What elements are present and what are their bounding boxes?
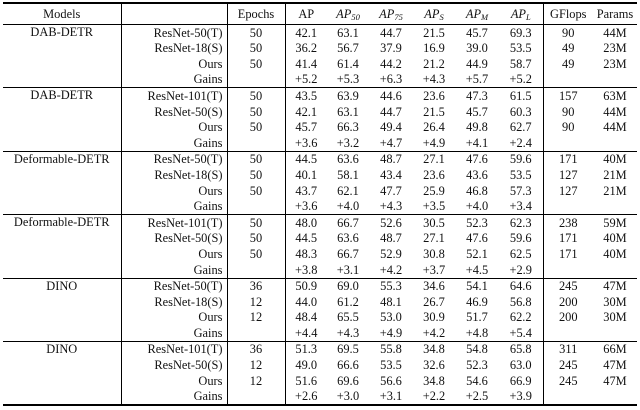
epochs-cell: 50 (227, 167, 285, 183)
epochs-cell: 50 (227, 104, 285, 120)
apl-cell: 53.5 (499, 167, 543, 183)
backbone-cell: ResNet-101(T) (121, 341, 227, 357)
gflops-cell: 127 (558, 167, 578, 182)
ap75-cell: 44.2 (380, 56, 402, 71)
params-cell: 66M (603, 342, 627, 357)
ap50-cell: 63.1 (337, 104, 359, 119)
backbone-cell: ResNet-101(T) (121, 88, 227, 104)
header-row (3, 3, 637, 25)
apl-cell: 69.3 (499, 25, 543, 41)
ap-cell: 49.0 (295, 358, 318, 373)
apl-cell: 59.6 (499, 151, 543, 167)
gflops-cell (543, 262, 593, 278)
ap-cell: 51.6 (295, 373, 318, 388)
ap50-cell: 61.4 (337, 56, 359, 71)
backbone-cell: Ours (121, 310, 227, 326)
ap50-cell: +5.3 (336, 72, 360, 87)
model-group (3, 25, 637, 88)
table-row (3, 215, 637, 231)
ap50-cell: +3.1 (336, 262, 360, 277)
ap50-cell: 65.5 (337, 310, 359, 325)
ap50-cell: 66.6 (337, 358, 359, 373)
ap75-cell: 48.1 (380, 294, 402, 309)
ap75-cell: +4.9 (379, 325, 403, 340)
params-cell: 63M (603, 88, 627, 103)
gflops-cell: 245 (558, 358, 578, 373)
ap75-cell: +4.7 (379, 135, 403, 150)
epochs-cell: 12 (227, 357, 285, 373)
ap-cell: 44.5 (295, 152, 318, 167)
gflops-cell: 127 (558, 183, 578, 198)
ap75-cell: 52.6 (380, 215, 402, 230)
results-table (3, 2, 637, 406)
aps-cell: 23.6 (423, 88, 445, 103)
aps-cell: 30.8 (423, 246, 445, 261)
table-row (3, 341, 637, 357)
ap50-cell: 62.1 (337, 183, 359, 198)
ap50-cell: 63.1 (337, 25, 359, 40)
gflops-cell (543, 389, 593, 406)
ap-cell: +2.6 (295, 389, 318, 404)
ap75-cell: +3.1 (379, 389, 403, 404)
params-cell: 21M (603, 167, 627, 182)
backbone-cell: Gains (121, 325, 227, 341)
ap-cell: 45.7 (295, 120, 318, 135)
aps-cell: 25.9 (423, 183, 445, 198)
params-cell: 47M (603, 279, 627, 294)
ap50-cell: +3.2 (336, 135, 360, 150)
backbone-cell: Gains (121, 262, 227, 278)
params-cell (593, 325, 637, 341)
apm-cell: +4.1 (465, 135, 489, 150)
epochs-cell (227, 262, 285, 278)
apl-cell: +5.4 (499, 325, 543, 341)
ap75-cell: +4.3 (379, 199, 403, 214)
apm-cell: +4.8 (465, 325, 489, 340)
table-row (3, 278, 637, 294)
apm-cell: +5.7 (465, 72, 489, 87)
params-cell: 44M (603, 25, 627, 40)
backbone-cell: ResNet-50(S) (121, 357, 227, 373)
backbone-cell: ResNet-50(T) (121, 278, 227, 294)
ap75-cell: 52.9 (380, 246, 402, 261)
backbone-cell: Gains (121, 135, 227, 151)
header-students (121, 3, 227, 25)
ap75-cell: 44.6 (380, 88, 402, 103)
backbone-cell: ResNet-50(S) (121, 231, 227, 247)
apl-cell: 63.0 (499, 357, 543, 373)
model-group (3, 88, 637, 151)
ap-cell: +3.8 (295, 262, 318, 277)
epochs-cell (227, 72, 285, 88)
model-name-cell: Deformable-DETR (3, 215, 121, 278)
gflops-cell: 238 (558, 215, 578, 230)
ap75-cell: 56.6 (380, 373, 402, 388)
model-group (3, 341, 637, 405)
aps-cell: 21.5 (423, 104, 445, 119)
epochs-cell: 50 (227, 231, 285, 247)
epochs-cell: 12 (227, 310, 285, 326)
model-group (3, 278, 637, 341)
ap-cell: 42.1 (295, 25, 318, 40)
ap-cell: 43.7 (295, 183, 318, 198)
ap50-cell: 69.6 (337, 373, 359, 388)
params-cell: 47M (603, 358, 627, 373)
ap50-cell: 69.5 (337, 342, 359, 357)
aps-cell: 27.1 (423, 152, 445, 167)
ap75-cell: +6.3 (379, 72, 403, 87)
header-ap75: $AP_{75}$ (369, 3, 413, 25)
header-epochs: Epochs (227, 3, 285, 25)
ap50-cell: 58.1 (337, 167, 359, 182)
epochs-cell: 50 (227, 151, 285, 167)
params-cell: 44M (603, 104, 627, 119)
ap75-cell: 55.3 (380, 279, 402, 294)
gflops-cell: 245 (558, 373, 578, 388)
backbone-cell: Gains (121, 199, 227, 215)
params-cell: 59M (603, 215, 627, 230)
apm-cell: 45.7 (466, 25, 488, 40)
apl-cell: +2.4 (499, 135, 543, 151)
ap50-cell: +3.0 (336, 389, 360, 404)
aps-cell: 34.8 (423, 373, 445, 388)
aps-cell: +2.2 (422, 389, 446, 404)
aps-cell: +4.2 (422, 325, 446, 340)
header-gflops: GFlops (543, 3, 593, 25)
apm-cell: 52.3 (466, 358, 488, 373)
ap75-cell: 44.7 (380, 104, 402, 119)
backbone-cell: ResNet-18(S) (121, 41, 227, 57)
gflops-cell: 200 (558, 310, 578, 325)
ap50-cell: 61.2 (337, 294, 359, 309)
epochs-cell: 50 (227, 246, 285, 262)
ap-cell: 48.4 (295, 310, 318, 325)
gflops-cell: 90 (562, 25, 575, 40)
ap75-cell: 43.4 (380, 167, 402, 182)
ap75-cell: 53.0 (380, 310, 402, 325)
aps-cell: +3.7 (422, 262, 446, 277)
gflops-cell (543, 72, 593, 88)
epochs-cell (227, 135, 285, 151)
aps-cell: 34.8 (423, 342, 445, 357)
params-cell: 23M (603, 56, 627, 71)
apm-cell: 51.7 (466, 310, 488, 325)
epochs-cell: 12 (227, 373, 285, 389)
aps-cell: 26.4 (423, 120, 445, 135)
ap-cell: 43.5 (295, 88, 318, 103)
ap50-cell: 69.0 (337, 279, 359, 294)
ap-cell: 40.1 (295, 167, 318, 182)
apm-cell: +2.5 (465, 389, 489, 404)
gflops-cell: 245 (558, 279, 578, 294)
table-row (3, 88, 637, 104)
apm-cell: 44.9 (466, 56, 488, 71)
table-row (3, 25, 637, 41)
gflops-cell: 90 (562, 104, 575, 119)
epochs-cell: 12 (227, 294, 285, 310)
params-cell (593, 262, 637, 278)
ap75-cell: 48.7 (380, 231, 402, 246)
params-cell (593, 389, 637, 406)
apl-cell: 58.7 (499, 56, 543, 72)
apm-cell: +4.0 (465, 199, 489, 214)
aps-cell: 30.9 (423, 310, 445, 325)
aps-cell: 16.9 (423, 41, 445, 56)
params-cell: 40M (603, 231, 627, 246)
apm-cell: 46.8 (466, 183, 488, 198)
header-apm: $AP_M$ (455, 3, 499, 25)
gflops-cell: 171 (558, 231, 578, 246)
apl-cell: 62.3 (499, 215, 543, 231)
apl-cell: 57.3 (499, 183, 543, 199)
ap75-cell: 49.4 (380, 120, 402, 135)
apl-cell: 60.3 (499, 104, 543, 120)
epochs-cell (227, 325, 285, 341)
header-apl: $AP_L$ (499, 3, 543, 25)
apl-cell: 61.5 (499, 88, 543, 104)
gflops-cell: 171 (558, 246, 578, 261)
backbone-cell: ResNet-50(T) (121, 25, 227, 41)
header-models: Models (3, 3, 121, 25)
ap-cell: 44.5 (295, 231, 318, 246)
ap75-cell: 48.7 (380, 152, 402, 167)
epochs-cell: 50 (227, 215, 285, 231)
apl-cell: 53.5 (499, 41, 543, 57)
epochs-cell: 50 (227, 120, 285, 136)
model-name-cell: DINO (3, 341, 121, 405)
params-cell: 21M (603, 183, 627, 198)
ap-cell: 50.9 (295, 279, 318, 294)
gflops-cell (543, 199, 593, 215)
ap-cell: +3.6 (295, 199, 318, 214)
params-cell: 40M (603, 152, 627, 167)
params-cell: 40M (603, 246, 627, 261)
apm-cell: 46.9 (466, 294, 488, 309)
ap50-cell: +4.0 (336, 199, 360, 214)
epochs-cell (227, 199, 285, 215)
aps-cell: 30.5 (423, 215, 445, 230)
apl-cell: +3.9 (499, 389, 543, 406)
apm-cell: 43.6 (466, 167, 488, 182)
table-row (3, 151, 637, 167)
epochs-cell: 36 (227, 278, 285, 294)
apm-cell: 47.3 (466, 88, 488, 103)
backbone-cell: ResNet-101(T) (121, 215, 227, 231)
ap50-cell: +4.3 (336, 325, 360, 340)
epochs-cell: 36 (227, 341, 285, 357)
apm-cell: 47.6 (466, 231, 488, 246)
backbone-cell: Gains (121, 72, 227, 88)
gflops-cell: 49 (562, 41, 575, 56)
ap75-cell: 55.8 (380, 342, 402, 357)
apl-cell: 59.6 (499, 231, 543, 247)
apm-cell: 54.8 (466, 342, 488, 357)
ap-cell: 36.2 (295, 41, 318, 56)
params-cell: 47M (603, 373, 627, 388)
ap75-cell: 44.7 (380, 25, 402, 40)
apm-cell: 54.1 (466, 279, 488, 294)
gflops-cell: 171 (558, 152, 578, 167)
aps-cell: 23.6 (423, 167, 445, 182)
ap75-cell: 53.5 (380, 358, 402, 373)
gflops-cell: 311 (559, 342, 578, 357)
apl-cell: 56.8 (499, 294, 543, 310)
backbone-cell: Ours (121, 183, 227, 199)
aps-cell: +4.9 (422, 135, 446, 150)
ap-cell: 51.3 (295, 342, 318, 357)
aps-cell: 27.1 (423, 231, 445, 246)
model-name-cell: DINO (3, 278, 121, 341)
ap-cell: 44.0 (295, 294, 318, 309)
header-params: Params (593, 3, 637, 25)
ap50-cell: 66.7 (337, 246, 359, 261)
ap-cell: +3.6 (295, 135, 318, 150)
backbone-cell: Ours (121, 56, 227, 72)
aps-cell: 32.6 (423, 358, 445, 373)
apl-cell: 66.9 (499, 373, 543, 389)
apl-cell: 64.6 (499, 278, 543, 294)
apm-cell: +4.5 (465, 262, 489, 277)
aps-cell: 21.5 (423, 25, 445, 40)
ap75-cell: 37.9 (380, 41, 402, 56)
epochs-cell: 50 (227, 183, 285, 199)
backbone-cell: Ours (121, 120, 227, 136)
gflops-cell: 90 (562, 120, 575, 135)
apl-cell: 62.2 (499, 310, 543, 326)
model-name-cell: Deformable-DETR (3, 151, 121, 214)
header-aps: $AP_S$ (413, 3, 455, 25)
ap50-cell: 66.7 (337, 215, 359, 230)
apl-cell: 62.7 (499, 120, 543, 136)
gflops-cell: 157 (558, 88, 578, 103)
epochs-cell: 50 (227, 56, 285, 72)
aps-cell: 26.7 (423, 294, 445, 309)
apm-cell: 52.1 (466, 246, 488, 261)
ap75-cell: +4.2 (379, 262, 403, 277)
ap50-cell: 63.9 (337, 88, 359, 103)
aps-cell: 21.2 (423, 56, 445, 71)
ap-cell: +5.2 (295, 72, 318, 87)
ap-cell: 48.0 (295, 215, 318, 230)
epochs-cell: 50 (227, 25, 285, 41)
params-cell: 23M (603, 41, 627, 56)
ap50-cell: 63.6 (337, 231, 359, 246)
gflops-cell (543, 325, 593, 341)
model-group (3, 215, 637, 278)
apl-cell: 65.8 (499, 341, 543, 357)
backbone-cell: ResNet-50(S) (121, 104, 227, 120)
backbone-cell: Ours (121, 373, 227, 389)
ap50-cell: 66.3 (337, 120, 359, 135)
apl-cell: +3.4 (499, 199, 543, 215)
params-cell (593, 135, 637, 151)
backbone-cell: ResNet-18(S) (121, 294, 227, 310)
apm-cell: 39.0 (466, 41, 488, 56)
backbone-cell: Ours (121, 246, 227, 262)
ap50-cell: 63.6 (337, 152, 359, 167)
apm-cell: 49.8 (466, 120, 488, 135)
backbone-cell: Gains (121, 389, 227, 406)
ap-cell: 42.1 (295, 104, 318, 119)
ap75-cell: 47.7 (380, 183, 402, 198)
params-cell: 44M (603, 120, 627, 135)
epochs-cell: 50 (227, 41, 285, 57)
gflops-cell (543, 135, 593, 151)
ap-cell: 41.4 (295, 56, 318, 71)
apm-cell: 45.7 (466, 104, 488, 119)
apm-cell: 54.6 (466, 373, 488, 388)
gflops-cell: 49 (562, 56, 575, 71)
params-cell: 30M (603, 294, 627, 309)
apl-cell: +2.9 (499, 262, 543, 278)
model-name-cell: DAB-DETR (3, 25, 121, 88)
model-name-cell: DAB-DETR (3, 88, 121, 151)
apm-cell: 52.3 (466, 215, 488, 230)
gflops-cell: 200 (558, 294, 578, 309)
ap-cell: +4.4 (295, 325, 318, 340)
ap50-cell: 56.7 (337, 41, 359, 56)
backbone-cell: ResNet-18(S) (121, 167, 227, 183)
epochs-cell (227, 389, 285, 406)
apl-cell: +5.2 (499, 72, 543, 88)
backbone-cell: ResNet-50(T) (121, 151, 227, 167)
params-cell (593, 199, 637, 215)
params-cell (593, 72, 637, 88)
aps-cell: +4.3 (422, 72, 446, 87)
aps-cell: +3.5 (422, 199, 446, 214)
aps-cell: 34.6 (423, 279, 445, 294)
apl-cell: 62.5 (499, 246, 543, 262)
apm-cell: 47.6 (466, 152, 488, 167)
params-cell: 30M (603, 310, 627, 325)
epochs-cell: 50 (227, 88, 285, 104)
model-group (3, 151, 637, 214)
header-ap: AP (285, 3, 327, 25)
ap-cell: 48.3 (295, 246, 318, 261)
header-ap50: $AP_{50}$ (327, 3, 369, 25)
